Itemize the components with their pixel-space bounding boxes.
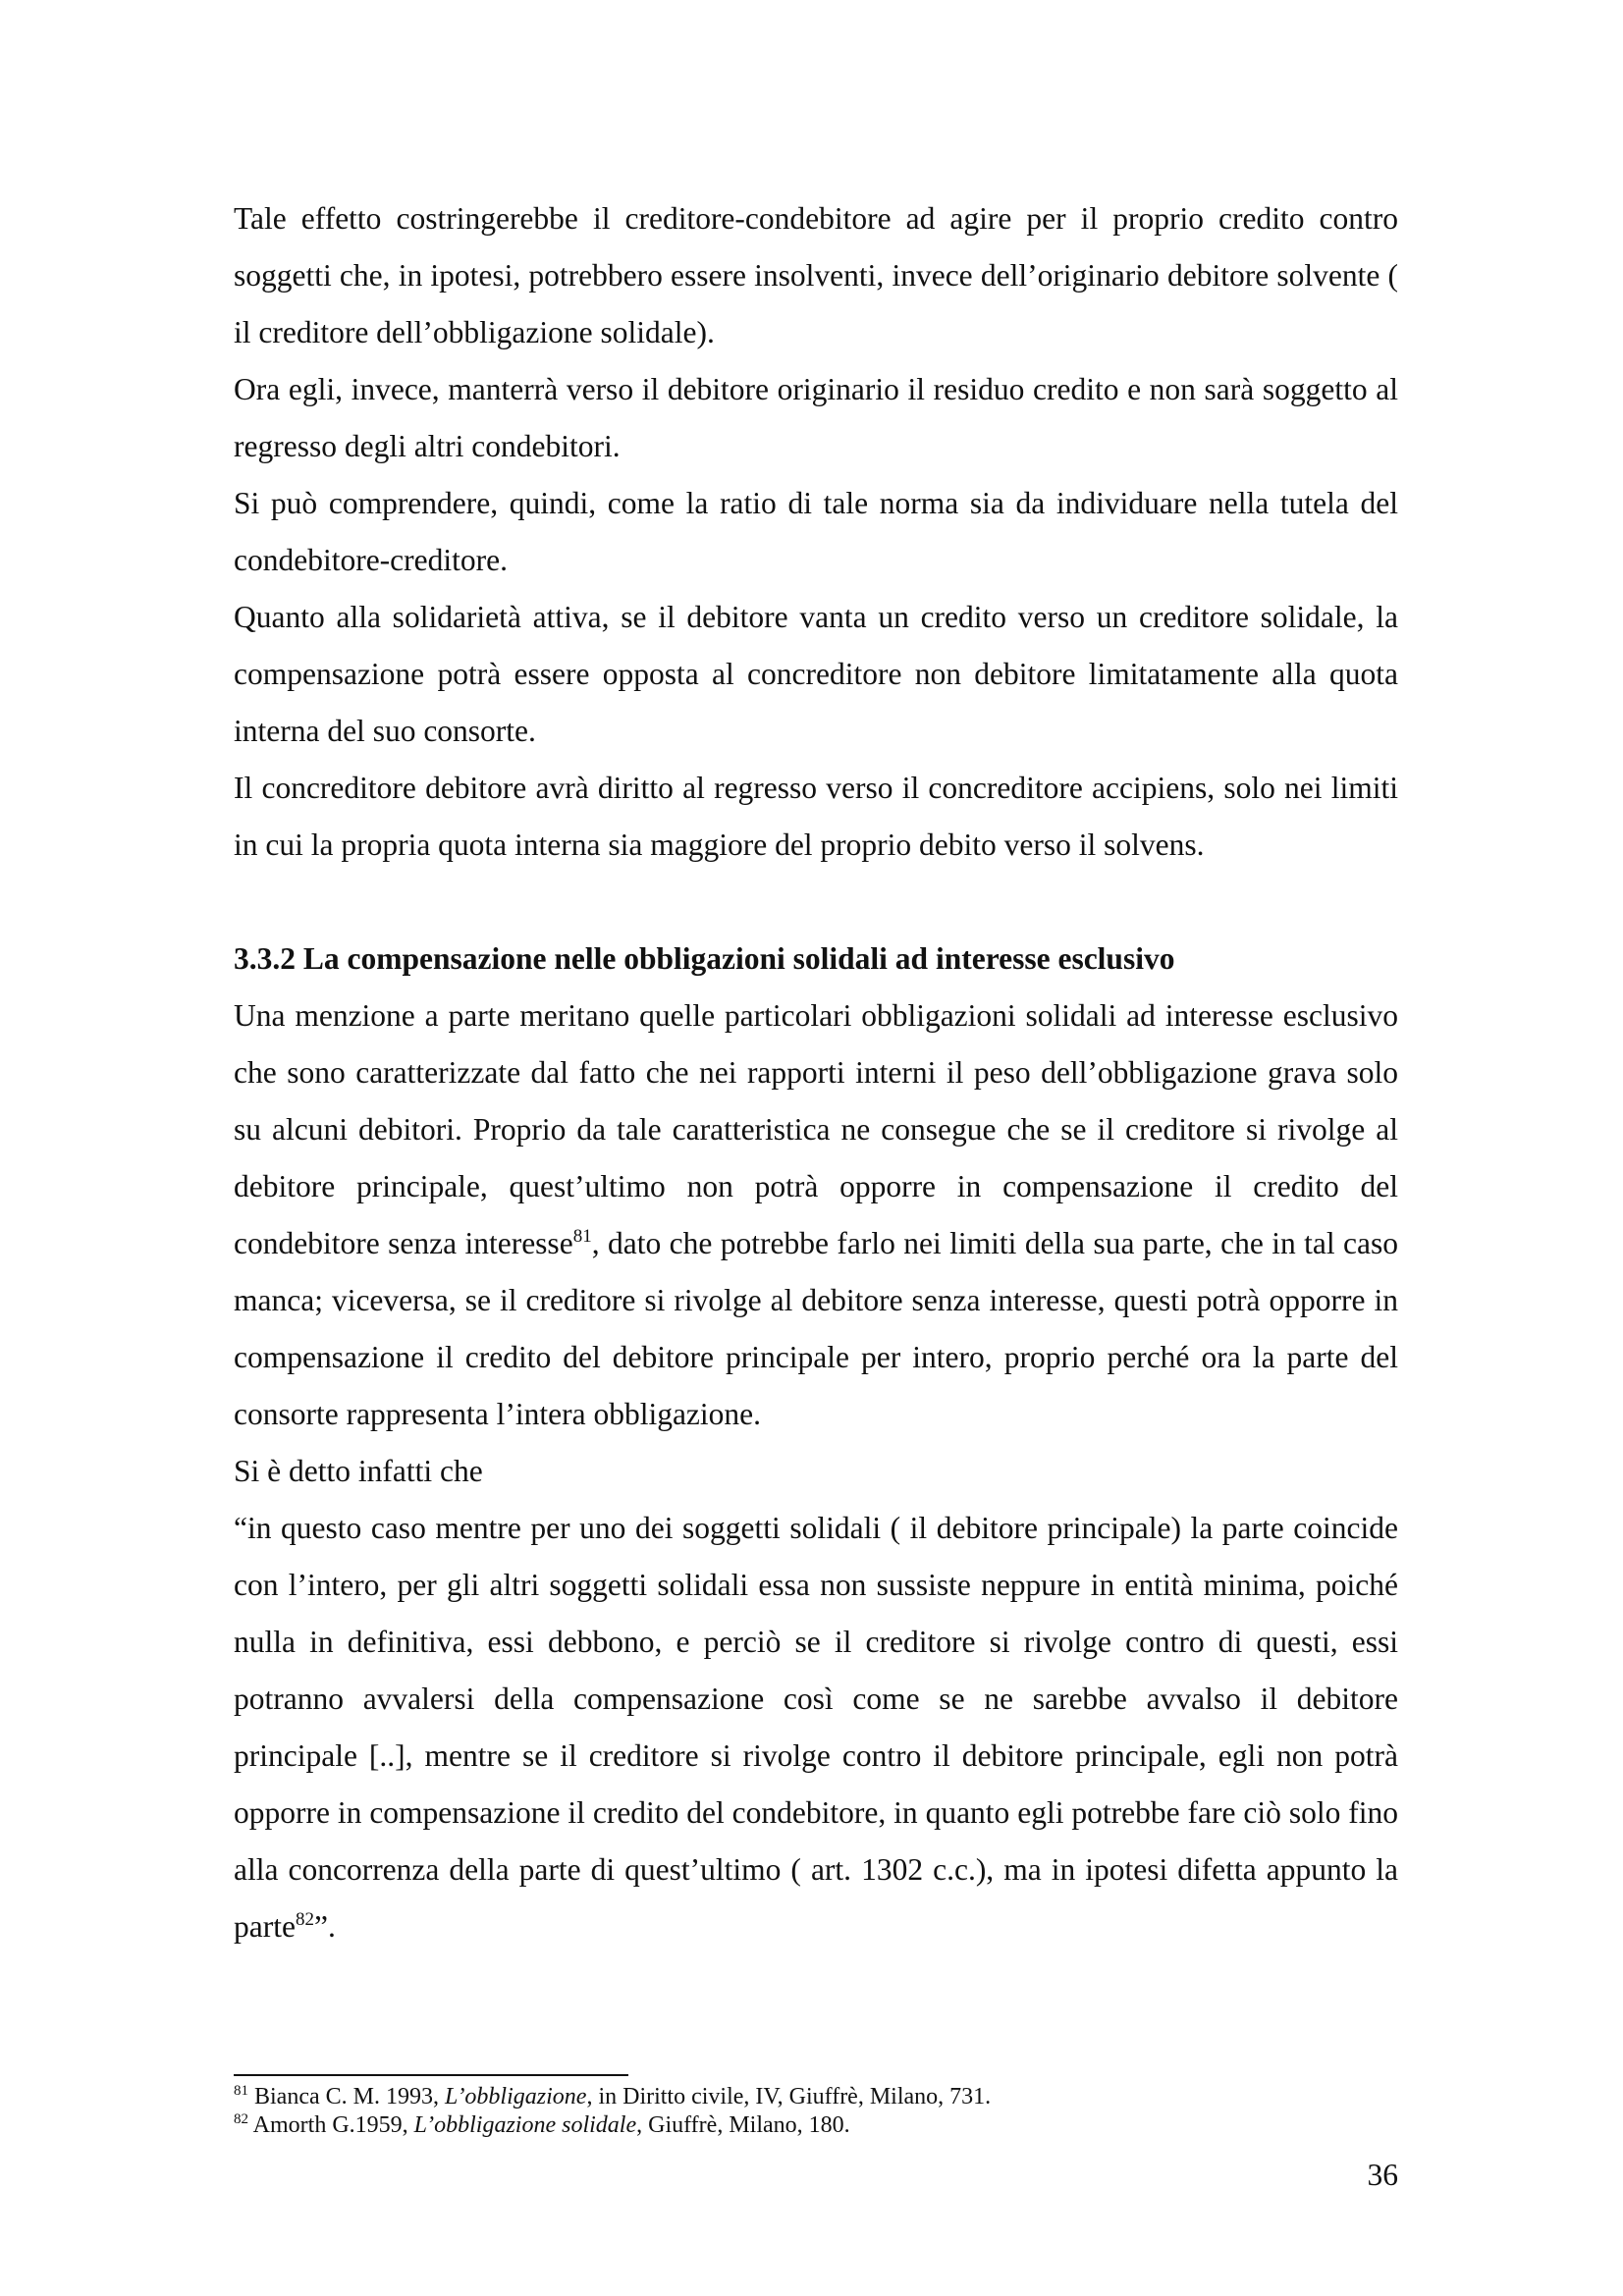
footnote-source: , in Diritto civile, IV, Giuffrè, Milano, 731. xyxy=(586,2084,992,2109)
body-text xyxy=(234,190,1398,1955)
section-paragraph-1-text-a: Una menzione a parte meritano quelle particolari obbligazioni solidali ad interesse esclusivo che sono caratterizzate dal fatto che nei rapporti interni il peso dell’obbligazione grava solo su alcuni debitori. Proprio da tale caratteristica ne consegue che se il creditore si rivolge al debitore principale, quest’ultimo non potrà opporre in compensazione il credito del condebitore senza interesse xyxy=(234,998,1398,1260)
paragraph-3: Si può comprendere, quindi, come la ratio di tale norma sia da individuare nella tutela del condebitore-creditore. xyxy=(234,486,1398,577)
footnote-author: Bianca C. M. 1993, xyxy=(248,2084,445,2109)
paragraph-5: Il concreditore debitore avrà diritto al regresso verso il concreditore accipiens, solo nei limiti in cui la propria quota interna sia maggiore del proprio debito verso il solvens. xyxy=(234,771,1398,862)
paragraph-4: Quanto alla solidarietà attiva, se il debitore vanta un credito verso un creditore solidale, la compensazione potrà essere opposta al concreditore non debitore limitatamente alla quota interna del suo consorte. xyxy=(234,600,1398,748)
footnote-title: L’obbligazione solidale xyxy=(413,2112,637,2138)
section-paragraph-2: Si è detto infatti che xyxy=(234,1454,483,1488)
footnotes xyxy=(234,2083,1398,2140)
footnote-separator xyxy=(234,2074,628,2076)
footnote-number: 81 xyxy=(234,2083,248,2099)
page-number: 36 xyxy=(1367,2158,1398,2192)
paragraph-2: Ora egli, invece, manterrà verso il debitore originario il residuo credito e non sarà soggetto al regresso degli altri condebitori. xyxy=(234,372,1398,463)
section-heading: 3.3.2 La compensazione nelle obbligazioni solidali ad interesse esclusivo xyxy=(234,941,1175,976)
section-paragraph-1-text-b: , dato che potrebbe farlo nei limiti della sua parte, che in tal caso manca; viceversa, se il creditore si rivolge al debitore senza interesse, questi potrà opporre in compensazione il credito del debitore principale per intero, proprio perché ora la parte del consorte rappresenta l’intera obbligazione. xyxy=(234,1226,1399,1431)
footnote-ref-81[interactable]: 81 xyxy=(572,1226,592,1247)
block-quote-text-a: “in questo caso mentre per uno dei soggetti solidali ( il debitore principale) la parte coincide con l’intero, per gli altri soggetti solidali essa non sussiste neppure in entità minima, poiché nulla in definitiva, essi debbono, e perciò se il creditore si rivolge contro di questi, essi potranno avvalersi della compensazione così come se ne sarebbe avvalso il debitore principale [..], mentre se il creditore si rivolge contro il debitore principale, egli non potrà opporre in compensazione il credito del condebitore, in quanto egli potrebbe fare ciò solo fino alla concorrenza della parte di quest’ultimo ( art. 1302 c.c.), ma in ipotesi difetta appunto la parte xyxy=(234,1511,1398,1944)
footnote-81 xyxy=(234,2083,1398,2111)
block-quote-text-b: ”. xyxy=(313,1909,336,1944)
footnote-ref-82[interactable]: 82 xyxy=(295,1909,314,1930)
footnote-source: , Giuffrè, Milano, 180. xyxy=(636,2112,850,2138)
section-paragraph-1 xyxy=(234,988,1398,1443)
footnote-number: 82 xyxy=(234,2111,248,2127)
block-quote xyxy=(234,1500,1398,1955)
paragraph-1: Tale effetto costringerebbe il creditore-condebitore ad agire per il proprio credito contro soggetti che, in ipotesi, potrebbero essere insolventi, invece dell’originario debitore solvente ( il creditore dell’obbligazione solidale). xyxy=(234,201,1398,349)
footnote-82 xyxy=(234,2111,1398,2140)
footnote-author: Amorth G.1959, xyxy=(248,2112,414,2138)
footnote-title: L’obbligazione xyxy=(444,2084,587,2109)
